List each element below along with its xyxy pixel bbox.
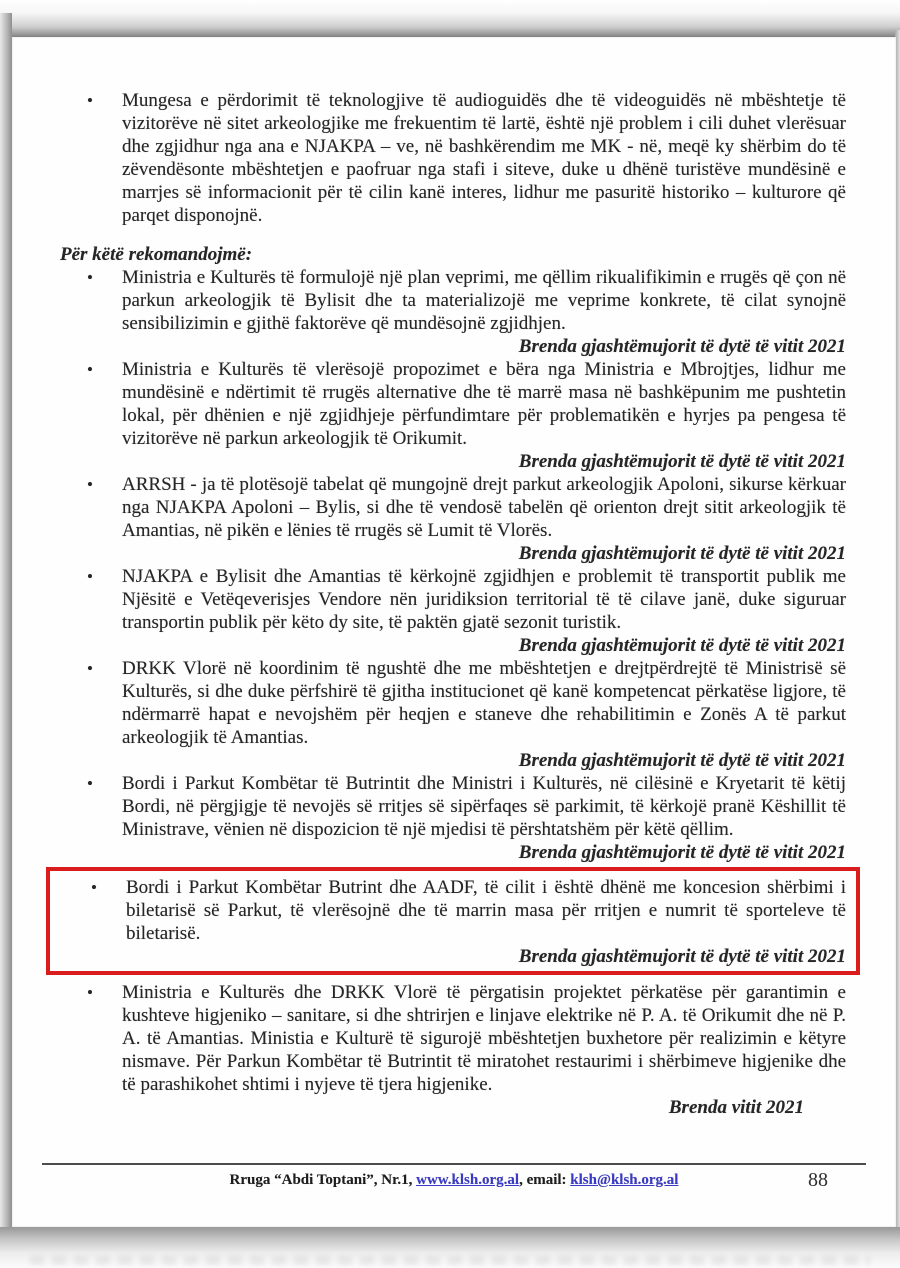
bullet-marker: • <box>87 659 93 678</box>
footer-address-line <box>42 1172 866 1189</box>
recommendation-item <box>60 981 846 1119</box>
recommendation-text: Bordi i Parkut Kombëtar Butrint dhe AADF, të cilit i është dhënë me koncesion shërbimi i biletarisë së Parkut, të vlerësojnë dhe të marrin masa për rritjen e numrit të sporteleve të biletarisë. <box>126 877 846 944</box>
deadline-label: Brenda gjashtëmujorit të dytë të vitit 2021 <box>518 543 846 564</box>
intro-bullet-item <box>60 89 846 227</box>
recommendation-text: Bordi i Parkut Kombëtar të Butrintit dhe Ministri i Kulturës, në cilësinë e Kryetarit të këtij Bordi, në përgjigje të nevojës së rritjes së sipërfaqes së parkimit, të kërkojë pranë Këshillit të Ministrave, vënien në dispozicion të një mjedisi të përshtatshëm për këtë qëllim. <box>122 773 846 840</box>
page-number: 88 <box>808 1169 828 1191</box>
page-content <box>60 89 846 1119</box>
next-page-ghost-text <box>30 1256 870 1265</box>
intro-bullet-text: Mungesa e përdorimit të teknologjive të audioguidës dhe të videoguidës në mbështetje të vizitorëve në sitet arkeologjike me frekuentim të lartë, është një problem i cili duhet vlerësuar dhe zgjidhur nga ana e NJAKPA – ve, në bashkërendim me MK - në, meqë ky shërbim do të zëvendësonte mbështetjen e paofruar nga stafi i siteve, duke u dhënë turistëve mundësinë e marrjes së informacionit për të cilin kanë interes, lidhur me pasuritë historiko – kulturore që parqet disponojnë. <box>122 90 846 226</box>
recommendations-heading: Për këtë rekomandojmë: <box>60 244 253 265</box>
deadline-label: Brenda gjashtëmujorit të dytë të vitit 2021 <box>518 451 846 472</box>
footer-email-label: , email: <box>519 1172 571 1188</box>
deadline-label: Brenda gjashtëmujorit të dytë të vitit 2021 <box>518 336 846 357</box>
recommendation-text: Ministria e Kulturës dhe DRKK Vlorë të përgatisin projektet përkatëse për garantimin e kushteve higjeniko – sanitare, si dhe shtrirjen e linjave elektrike në P. A. të Orikumit dhe në P. A. të Amantias. Ministia e Kulturë të sigurojë mbështetjen buxhetore për realizimin e këtyre nismave. Për Parkun Kombëtar të Butrintit të miratohet restaurimi i shërbimeve higjenike dhe të parashikohet shtimi i nyjeve të tjera higjenike. <box>122 982 846 1095</box>
bullet-marker: • <box>87 268 93 287</box>
deadline-label: Brenda gjashtëmujorit të dytë të vitit 2021 <box>518 842 846 863</box>
recommendation-item <box>60 657 846 772</box>
bullet-marker: • <box>87 567 93 586</box>
recommendation-item-highlighted <box>64 876 846 968</box>
bullet-marker: • <box>87 91 93 110</box>
deadline-label: Brenda gjashtëmujorit të dytë të vitit 2021 <box>518 750 846 771</box>
footer-website-link[interactable]: www.klsh.org.al <box>416 1172 520 1188</box>
recommendation-item <box>60 565 846 657</box>
page-footer <box>42 1163 866 1189</box>
scan-shadow-top <box>0 0 900 37</box>
recommendation-item <box>60 772 846 864</box>
bullet-marker: • <box>87 774 93 793</box>
bullet-marker: • <box>87 360 93 379</box>
recommendation-item <box>60 473 846 565</box>
deadline-label: Brenda gjashtëmujorit të dytë të vitit 2021 <box>518 946 846 967</box>
deadline-label: Brenda vitit 2021 <box>668 1097 804 1118</box>
highlight-box <box>46 867 860 975</box>
recommendation-text: Ministria e Kulturës të formulojë një plan veprimi, me qëllim rikualifikimin e rrugës që çon në parkun arkeologjik të Bylisit dhe ta materializojë me veprime konkrete, të cilat synojnë sensibilizimin e gjithë faktorëve që mundësojnë zgjidhjen. <box>122 267 846 334</box>
bullet-marker: • <box>87 475 93 494</box>
recommendation-text: ARRSH - ja të plotësojë tabelat që mungojnë drejt parkut arkeologjik Apoloni, sikurse kërkuar nga NJAKPA Apoloni – Bylis, si dhe të vendosë tabelën që orienton drejt sitit arkeologjik të Amantias, në pikën e lënies të rrugës së Lumit të Vlorës. <box>122 474 846 541</box>
document-page <box>12 37 896 1227</box>
recommendation-text: DRKK Vlorë në koordinim të ngushtë dhe me mbështetjen e drejtpërdrejtë të Ministrisë së Kulturës, si dhe duke përfshirë të gjitha institucionet që kanë kompetencat përkatëse ligjore, të ndërmarrë hapat e nevojshëm për heqjen e staneve dhe rehabilitimin e Zonës A të parkut arkeologjik të Amantias. <box>122 658 846 748</box>
deadline-label: Brenda gjashtëmujorit të dytë të vitit 2021 <box>518 635 846 656</box>
recommendation-text: NJAKPA e Bylisit dhe Amantias të kërkojnë zgjidhjen e problemit të transportit publik me Njësitë e Vetëqeverisjes Vendore nën juridiksion territorial të të cilave janë, duke siguruar transportin publik për këto dy site, të paktën gjatë sezonit turistik. <box>122 566 846 633</box>
footer-address: Rruga “Abdi Toptani”, Nr.1, <box>229 1172 417 1188</box>
footer-email-link[interactable]: klsh@klsh.org.al <box>570 1172 679 1188</box>
scan-shadow-left <box>0 13 12 1235</box>
recommendation-text: Ministria e Kulturës të vlerësojë propozimet e bëra nga Ministria e Mbrojtjes, lidhur me mundësinë e ndërtimit të rrugës alternative dhe të marrë masa në bashkëpunim me pushtetin lokal, për dhënien e një zgjidhjeje përfundimtare për problematikën e hyrjes pa pengesa të vizitorëve në parkun arkeologjik të Orikumit. <box>122 359 846 449</box>
bullet-marker: • <box>91 878 97 897</box>
recommendation-item <box>60 358 846 473</box>
bullet-marker: • <box>87 983 93 1002</box>
recommendation-item <box>60 266 846 358</box>
